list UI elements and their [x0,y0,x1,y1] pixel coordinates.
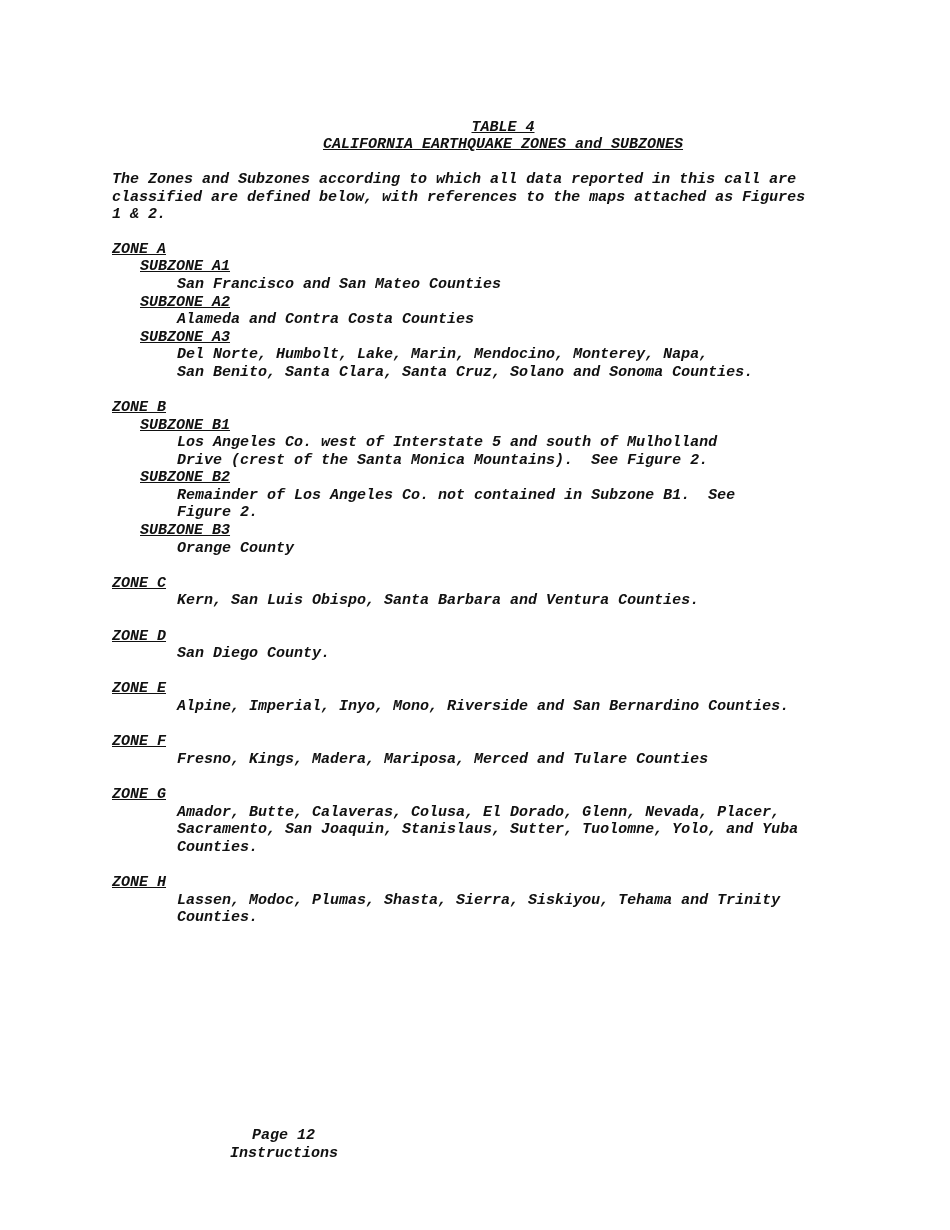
zone-b-heading: ZONE B [112,399,167,416]
table-title-text: CALIFORNIA EARTHQUAKE ZONES and SUBZONES [322,136,684,153]
zone-h-text-line2: Counties. [177,909,259,926]
table-number-text: TABLE 4 [471,119,535,136]
zone-g-heading: ZONE G [112,786,167,803]
subzone-b1-text-line2: Drive (crest of the Santa Monica Mountains). See Figure 2. [177,452,709,469]
zone-h-heading: ZONE H [112,874,167,891]
table-number [0,119,950,137]
subzone-a1-heading: SUBZONE A1 [140,258,231,275]
zone-g-text-line3: Counties. [177,839,259,856]
table-title [0,136,950,154]
subzone-a3-text-line1: Del Norte, Humbolt, Lake, Marin, Mendocino, Monterey, Napa, [177,346,709,363]
zone-d-heading: ZONE D [112,628,167,645]
zone-e-heading: ZONE E [112,680,167,697]
subzone-a2-heading: SUBZONE A2 [140,294,231,311]
subzone-a2-text: Alameda and Contra Costa Counties [177,311,475,328]
intro-paragraph: The Zones and Subzones according to which all data reported in this call are classified are defined below, with references to the maps attached as Figures 1 & 2. [112,171,806,224]
zone-c-heading: ZONE C [112,575,167,592]
subzone-b1-heading: SUBZONE B1 [140,417,231,434]
subzone-b3-text: Orange County [177,540,295,557]
zone-g-text-line2: Sacramento, San Joaquin, Stanislaus, Sutter, Tuolomne, Yolo, and Yuba [177,821,799,838]
zone-e-text: Alpine, Imperial, Inyo, Mono, Riverside and San Bernardino Counties. [177,698,790,715]
subzone-a3-heading: SUBZONE A3 [140,329,231,346]
zone-h-text-line1: Lassen, Modoc, Plumas, Shasta, Sierra, Siskiyou, Tehama and Trinity [177,892,781,909]
footer-page-number: Page 12 [252,1127,316,1144]
subzone-b2-text-line1: Remainder of Los Angeles Co. not contained in Subzone B1. See [177,487,736,504]
zone-d-text: San Diego County. [177,645,331,662]
zone-g-text-line1: Amador, Butte, Calaveras, Colusa, El Dorado, Glenn, Nevada, Placer, [177,804,781,821]
zone-a-heading: ZONE A [112,241,167,258]
footer-section: Instructions [230,1145,339,1162]
subzone-a3-text-line2: San Benito, Santa Clara, Santa Cruz, Solano and Sonoma Counties. [177,364,754,381]
subzone-b1-text-line1: Los Angeles Co. west of Interstate 5 and south of Mulholland [177,434,718,451]
subzone-b2-text-line2: Figure 2. [177,504,259,521]
zone-f-heading: ZONE F [112,733,167,750]
subzone-b2-heading: SUBZONE B2 [140,469,231,486]
zone-c-text: Kern, San Luis Obispo, Santa Barbara and Ventura Counties. [177,592,700,609]
subzone-b3-heading: SUBZONE B3 [140,522,231,539]
zone-f-text: Fresno, Kings, Madera, Mariposa, Merced and Tulare Counties [177,751,709,768]
subzone-a1-text: San Francisco and San Mateo Counties [177,276,502,293]
